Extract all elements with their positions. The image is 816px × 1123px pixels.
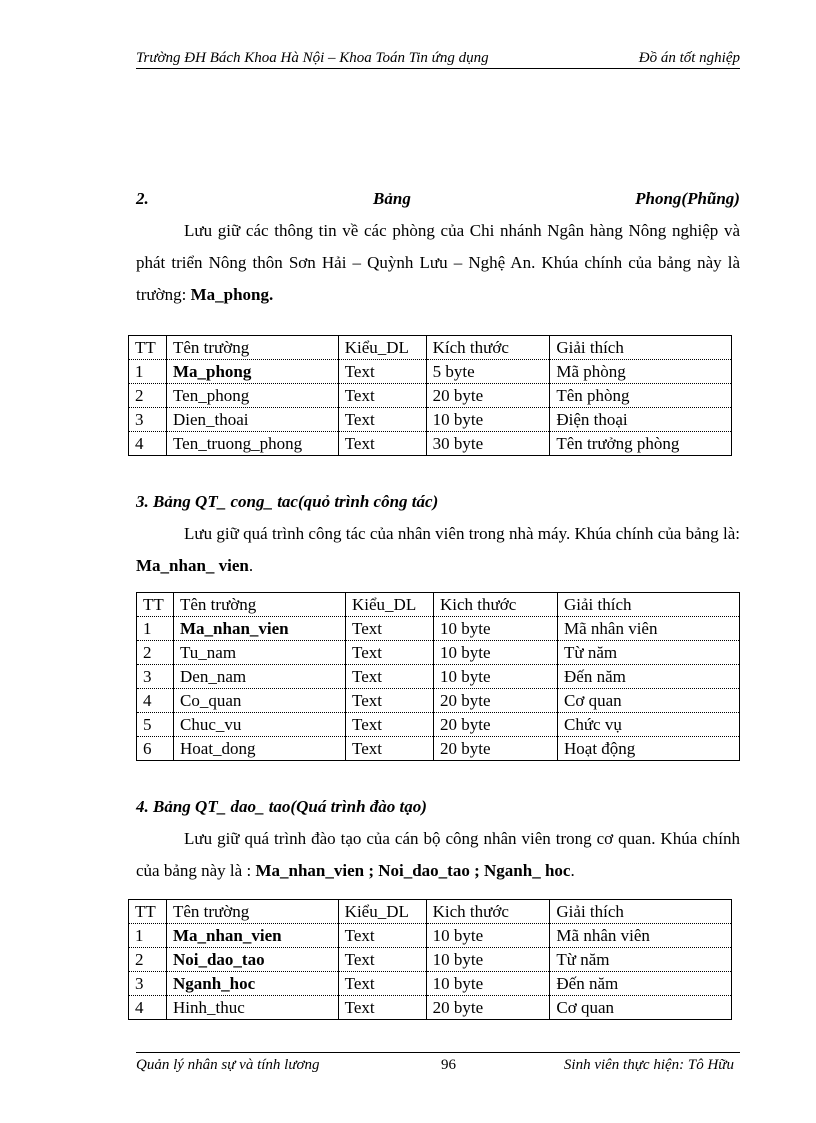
cell: Tên phòng <box>550 384 732 408</box>
section-2-name: Phong(Phũng) <box>635 189 740 208</box>
cell: 3 <box>129 972 167 996</box>
cell: Hoat_dong <box>174 737 346 761</box>
cell: 10 byte <box>426 924 550 948</box>
cell: 20 byte <box>434 713 558 737</box>
primary-key: Ma_nhan_ vien <box>136 556 249 575</box>
cell: Cơ quan <box>550 996 732 1020</box>
cell: Điện thoại <box>550 408 732 432</box>
cell: 6 <box>137 737 174 761</box>
cell: 10 byte <box>426 408 550 432</box>
cell: Text <box>346 713 434 737</box>
cell: 5 <box>137 713 174 737</box>
table-qt-dao-tao <box>128 899 732 1020</box>
cell: Từ năm <box>550 948 732 972</box>
table-row <box>129 948 732 972</box>
cell: Noi_dao_tao <box>166 948 338 972</box>
header-doc-type: Đồ án tốt nghiệp <box>638 50 740 66</box>
header-cell: Tên trường <box>174 593 346 617</box>
cell: Text <box>338 996 426 1020</box>
cell: Dien_thoai <box>166 408 338 432</box>
cell: 4 <box>129 996 167 1020</box>
cell: Mã nhân viên <box>558 617 740 641</box>
table-header-row <box>129 336 732 360</box>
header-cell: Giải thích <box>550 336 732 360</box>
header-cell: Kiểu_DL <box>338 336 426 360</box>
header-cell: Kiểu_DL <box>338 900 426 924</box>
table-row <box>129 360 732 384</box>
header-cell: Tên trường <box>166 900 338 924</box>
cell: Text <box>338 408 426 432</box>
cell: 1 <box>129 360 167 384</box>
page-number: 96 <box>441 1057 456 1073</box>
cell: Từ năm <box>558 641 740 665</box>
cell: 1 <box>129 924 167 948</box>
table-row <box>129 408 732 432</box>
cell: 2 <box>129 384 167 408</box>
cell: Ma_nhan_vien <box>166 924 338 948</box>
cell: 20 byte <box>434 737 558 761</box>
cell: Hoạt động <box>558 737 740 761</box>
table-header-row <box>129 900 732 924</box>
cell: Co_quan <box>174 689 346 713</box>
cell: 3 <box>129 408 167 432</box>
cell: 10 byte <box>434 617 558 641</box>
primary-key: Ma_nhan_vien ; Noi_dao_tao ; Nganh_ hoc <box>255 861 571 880</box>
cell: Ten_phong <box>166 384 338 408</box>
table-row <box>129 384 732 408</box>
header-cell: Tên trường <box>166 336 338 360</box>
page-header <box>136 48 740 69</box>
header-school: Trường ĐH Bách Khoa Hà Nội – Khoa Toán Tin ứng dụng <box>136 50 489 66</box>
cell: 20 byte <box>426 384 550 408</box>
cell: Hinh_thuc <box>166 996 338 1020</box>
header-cell: Giải thích <box>550 900 732 924</box>
section-2-heading <box>136 183 740 215</box>
section-3-paragraph: Lưu giữ quá trình công tác của nhân viên trong nhà máy. Khúa chính của bảng là: Ma_nhan_ vien. <box>136 524 740 575</box>
table-row <box>129 972 732 996</box>
header-cell: Kiểu_DL <box>346 593 434 617</box>
header-cell: TT <box>137 593 174 617</box>
primary-key: Ma_phong. <box>190 285 274 304</box>
section-2-word: Bảng <box>373 189 411 208</box>
cell: 3 <box>137 665 174 689</box>
cell: Tên trưởng phòng <box>550 432 732 456</box>
cell: 5 byte <box>426 360 550 384</box>
cell: Ten_truong_phong <box>166 432 338 456</box>
section-4-paragraph: Lưu giữ quá trình đào tạo của cán bộ công nhân viên trong cơ quan. Khúa chính của bảng này là : Ma_nhan_vien ; Noi_dao_tao ; Nganh_ hoc. <box>136 829 740 880</box>
section-2-paragraph: Lưu giữ các thông tin về các phòng của Chi nhánh Ngân hàng Nông nghiệp và phát triển Nông thôn Sơn Hải – Quỳnh Lưu – Nghệ An. Khúa chính của bảng này là trường: Ma_phong. <box>136 221 740 304</box>
cell: Mã phòng <box>550 360 732 384</box>
cell: 30 byte <box>426 432 550 456</box>
cell: Text <box>338 972 426 996</box>
cell: Text <box>338 384 426 408</box>
cell: 10 byte <box>434 641 558 665</box>
section-3-heading: 3. Bảng QT_ cong_ tac(quỏ trình công tác) <box>136 492 439 511</box>
cell: Mã nhân viên <box>550 924 732 948</box>
table-header-row <box>137 593 740 617</box>
table-row <box>137 665 740 689</box>
page-footer <box>136 1052 740 1077</box>
footer-project-title: Quản lý nhân sự và tính lương <box>136 1057 320 1073</box>
cell: Tu_nam <box>174 641 346 665</box>
cell: Cơ quan <box>558 689 740 713</box>
cell: Text <box>346 665 434 689</box>
header-cell: TT <box>129 336 167 360</box>
cell: 1 <box>137 617 174 641</box>
cell: Text <box>346 689 434 713</box>
table-row <box>129 924 732 948</box>
cell: 20 byte <box>434 689 558 713</box>
cell: Ma_phong <box>166 360 338 384</box>
section-2-number: 2. <box>136 189 149 208</box>
cell: 4 <box>137 689 174 713</box>
cell: 2 <box>137 641 174 665</box>
cell: Text <box>338 432 426 456</box>
table-row <box>137 713 740 737</box>
cell: Chức vụ <box>558 713 740 737</box>
cell: Ma_nhan_vien <box>174 617 346 641</box>
header-cell: Giải thích <box>558 593 740 617</box>
header-cell: Kích thước <box>426 336 550 360</box>
cell: 20 byte <box>426 996 550 1020</box>
cell: 10 byte <box>426 972 550 996</box>
cell: Text <box>338 924 426 948</box>
cell: Text <box>346 617 434 641</box>
section-4-heading: 4. Bảng QT_ dao_ tao(Quá trình đào tạo) <box>136 797 427 816</box>
cell: Den_nam <box>174 665 346 689</box>
cell: Text <box>346 737 434 761</box>
cell: Nganh_hoc <box>166 972 338 996</box>
header-cell: TT <box>129 900 167 924</box>
cell: Chuc_vu <box>174 713 346 737</box>
table-row <box>137 641 740 665</box>
cell: Đến năm <box>550 972 732 996</box>
footer-student: Sinh viên thực hiện: Tô Hữu <box>563 1057 734 1073</box>
header-cell: Kich thước <box>434 593 558 617</box>
cell: 4 <box>129 432 167 456</box>
table-row <box>137 737 740 761</box>
cell: 2 <box>129 948 167 972</box>
cell: Text <box>346 641 434 665</box>
cell: Đến năm <box>558 665 740 689</box>
header-cell: Kich thước <box>426 900 550 924</box>
table-qt-cong-tac <box>136 592 740 761</box>
table-row <box>129 432 732 456</box>
table-row <box>129 996 732 1020</box>
table-phong <box>128 335 732 456</box>
page-content <box>136 183 740 1029</box>
cell: 10 byte <box>434 665 558 689</box>
cell: 10 byte <box>426 948 550 972</box>
cell: Text <box>338 948 426 972</box>
table-row <box>137 617 740 641</box>
table-row <box>137 689 740 713</box>
cell: Text <box>338 360 426 384</box>
